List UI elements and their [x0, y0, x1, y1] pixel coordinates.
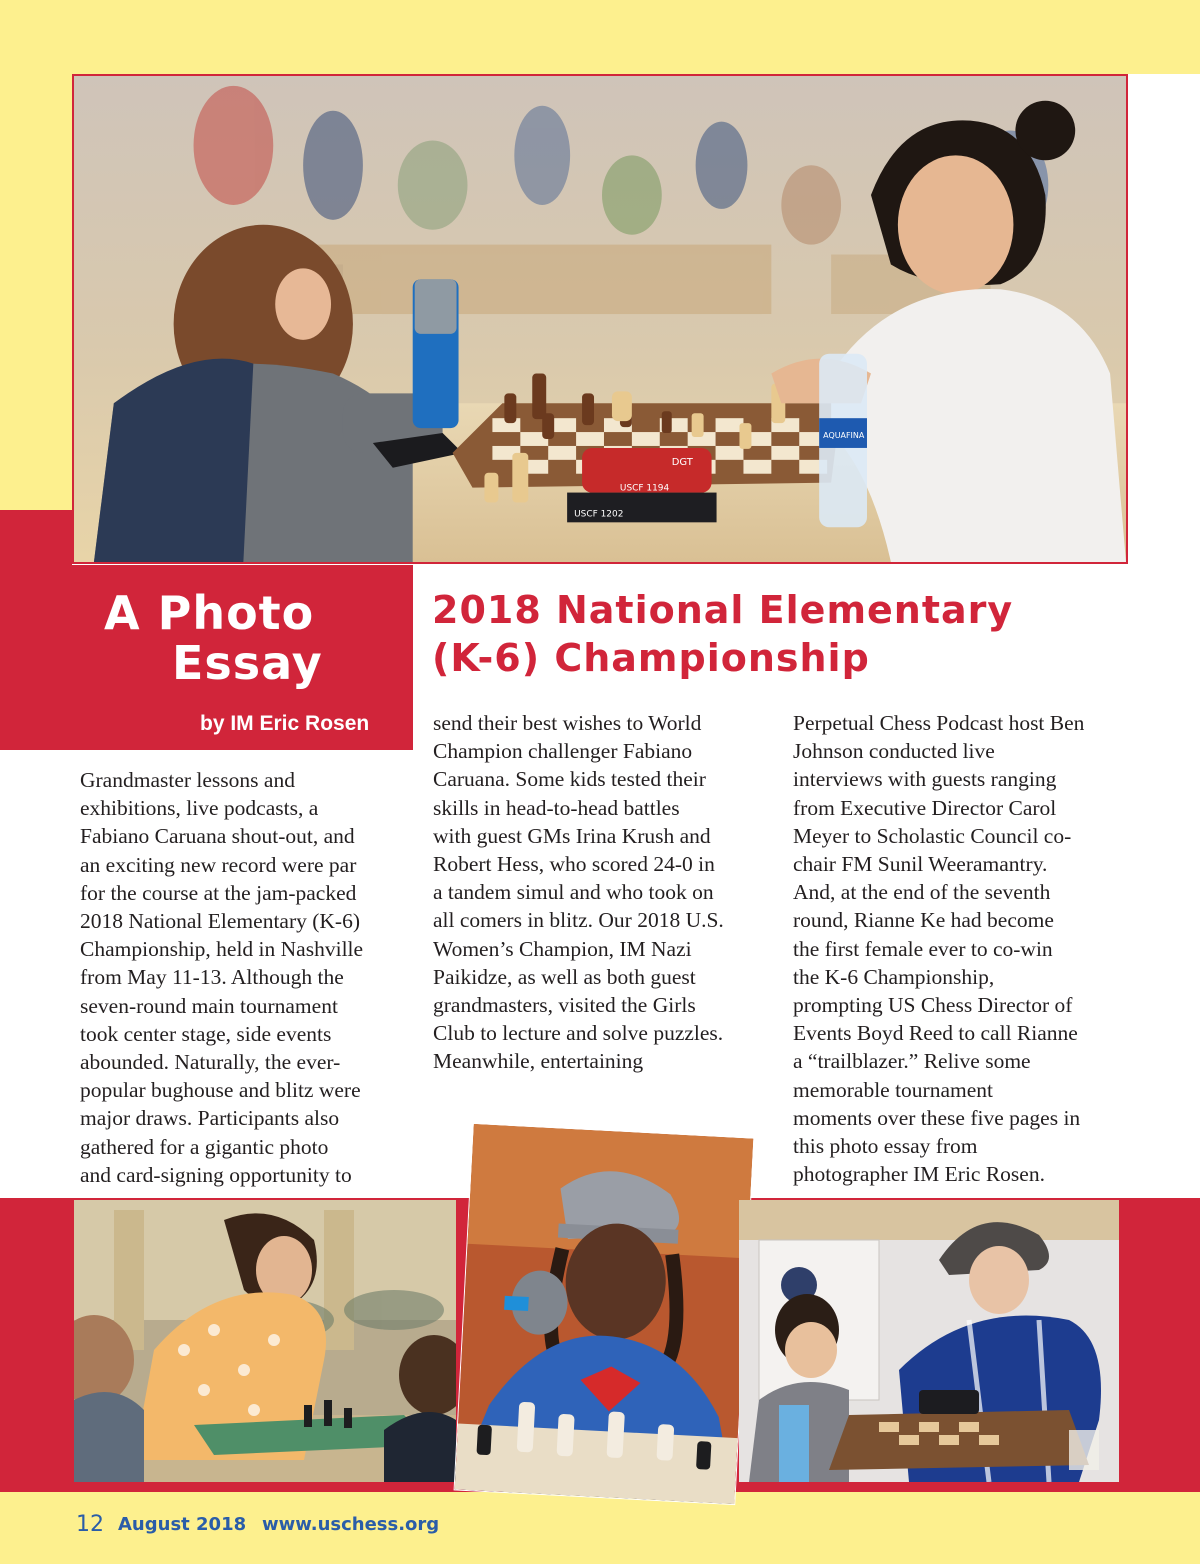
body-line: memorable tournament: [793, 1077, 993, 1102]
body-line: Women’s Champion, IM Nazi: [433, 936, 692, 961]
body-line: skills in head-to-head battles: [433, 795, 680, 820]
issue-date: August 2018: [118, 1514, 247, 1535]
body-line: chair FM Sunil Weeramantry.: [793, 852, 1048, 877]
body-line: send their best wishes to World: [433, 711, 702, 735]
section-label-line1: A Photo: [104, 586, 315, 640]
body-line: prompting US Chess Director of: [793, 993, 1073, 1018]
body-line: Fabiano Caruana shout-out, and: [80, 824, 355, 849]
body-line: the first female ever to co-win: [793, 936, 1053, 961]
body-line: interviews with guests ranging: [793, 767, 1057, 792]
body-line: Meanwhile, entertaining: [433, 1049, 644, 1074]
body-line: abounded. Naturally, the ever-: [80, 1050, 341, 1075]
body-line: from Executive Director Carol: [793, 795, 1057, 820]
body-line: the K-6 Championship,: [793, 964, 995, 989]
body-line: Robert Hess, who scored 24-0 in: [433, 852, 715, 877]
body-line: popular bughouse and blitz were: [80, 1078, 361, 1103]
hero-photo: [72, 74, 1128, 564]
right-white-notch: [1128, 74, 1200, 510]
body-line: 2018 National Elementary (K-6): [80, 909, 361, 934]
bottle-label: AQUAFINA: [823, 431, 865, 441]
body-line: major draws. Participants also: [80, 1106, 340, 1131]
body-line: this photo essay from: [793, 1134, 978, 1159]
body-line: And, at the end of the seventh: [793, 880, 1051, 905]
body-line: grandmasters, visited the Girls: [433, 993, 696, 1018]
page-number: 12: [76, 1512, 104, 1537]
body-column-1: [80, 766, 410, 1189]
body-line: seven-round main tournament: [80, 993, 338, 1018]
body-line: a “trailblazer.” Relive some: [793, 1049, 1031, 1074]
clock-label-1: USCF 1194: [619, 483, 670, 494]
body-line: and card-signing opportunity to: [80, 1162, 352, 1187]
body-line: took center stage, side events: [80, 1021, 332, 1046]
body-line: exhibitions, live podcasts, a: [80, 796, 319, 821]
body-line: all comers in blitz. Our 2018 U.S.: [433, 908, 724, 933]
body-line: Grandmaster lessons and: [80, 768, 295, 792]
body-line: Paikidze, as well as both guest: [433, 964, 696, 989]
fedora-photo: [739, 1200, 1119, 1482]
simul-photo: [74, 1200, 456, 1482]
clock-brand: DGT: [671, 456, 693, 468]
body-column-3: [793, 709, 1133, 1188]
body-line: Meyer to Scholastic Council co-: [793, 823, 1072, 848]
body-line: round, Rianne Ke had become: [793, 908, 1054, 933]
section-label-line2: Essay: [172, 636, 323, 690]
body-column-2: [433, 709, 773, 1076]
headline-line2: (K-6) Championship: [432, 636, 870, 680]
left-yellow-strip: [0, 0, 72, 510]
body-line: Events Boyd Reed to call Rianne: [793, 1021, 1078, 1046]
clock-label-2: USCF 1202: [574, 509, 624, 520]
byline: by IM Eric Rosen: [200, 712, 370, 735]
body-line: photographer IM Eric Rosen.: [793, 1162, 1045, 1187]
body-line: Champion challenger Fabiano: [433, 739, 693, 764]
headline-line1: 2018 National Elementary: [432, 588, 1014, 632]
body-line: gathered for a gigantic photo: [80, 1134, 329, 1159]
body-line: an exciting new record were par: [80, 852, 357, 877]
body-line: Johnson conducted live: [793, 739, 995, 764]
body-line: for the course at the jam-packed: [80, 880, 357, 905]
body-line: Club to lecture and solve puzzles.: [433, 1021, 724, 1046]
body-line: with guest GMs Irina Krush and: [433, 823, 711, 848]
body-line: Perpetual Chess Podcast host Ben: [793, 711, 1085, 735]
body-line: Caruana. Some kids tested their: [433, 767, 706, 792]
body-line: from May 11-13. Although the: [80, 965, 344, 990]
body-line: Championship, held in Nashville: [80, 937, 364, 962]
website-link[interactable]: www.uschess.org: [262, 1514, 440, 1535]
body-line: moments over these five pages in: [793, 1105, 1081, 1130]
body-line: a tandem simul and who took on: [433, 880, 714, 905]
cap-boy-photo: [454, 1123, 755, 1505]
